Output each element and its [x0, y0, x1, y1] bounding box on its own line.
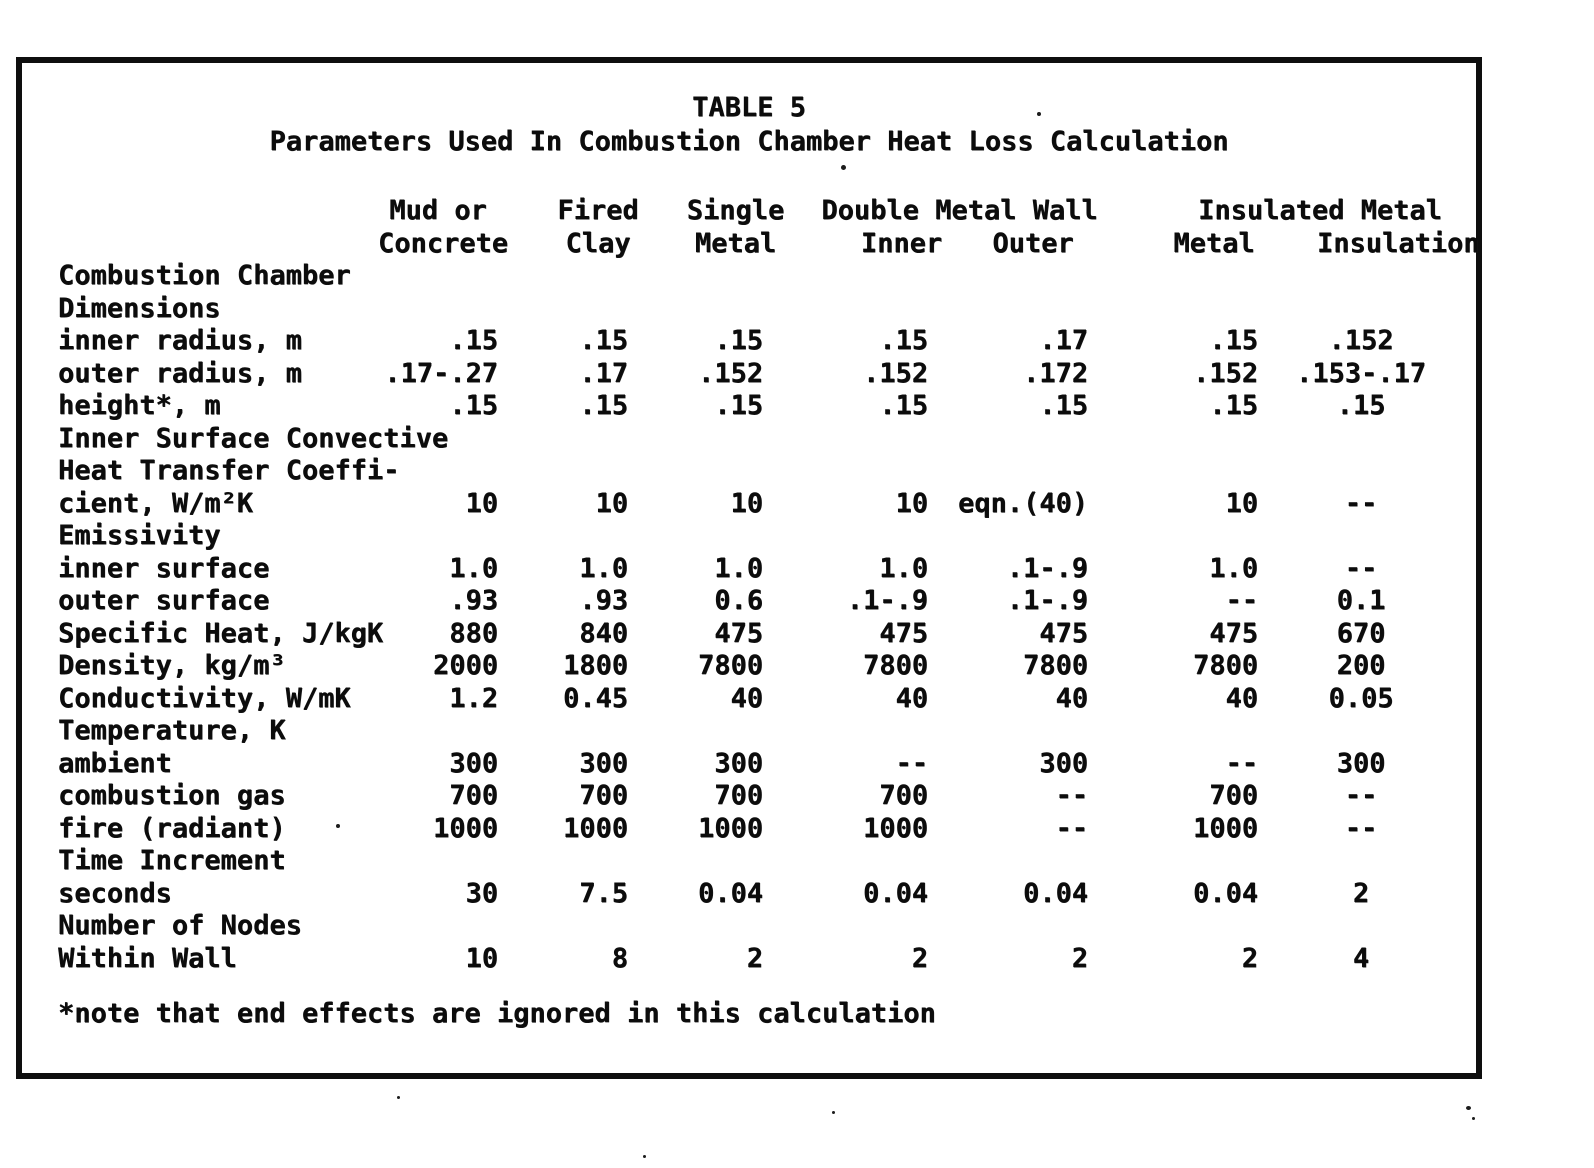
cell — [628, 845, 763, 878]
cell-text: eqn.(40) — [957, 487, 1088, 519]
table-row — [58, 780, 1414, 813]
table-row — [58, 553, 1414, 586]
col-header-single — [628, 195, 785, 228]
row-label: Heat Transfer Coeffi- — [58, 455, 400, 486]
cell — [1088, 520, 1258, 553]
cell: 40 — [895, 682, 928, 714]
cell — [928, 293, 1088, 326]
cell: .17 — [1039, 325, 1088, 356]
row-label: combustion gas — [58, 780, 286, 811]
cell — [1258, 260, 1414, 293]
scan-speck — [336, 824, 340, 828]
cell-text: .15 — [1336, 390, 1386, 421]
cell: 475 — [879, 617, 928, 649]
col-header-text: Fired — [557, 195, 639, 226]
cell — [1258, 715, 1414, 748]
col-subheader-insulation — [1258, 227, 1480, 261]
cell-text: 0.1 — [1336, 585, 1386, 616]
cell: 1000 — [697, 812, 763, 844]
cell — [1258, 845, 1414, 878]
scan-speck — [841, 165, 846, 170]
cell: -- — [1055, 780, 1088, 811]
cell: 2 — [1071, 942, 1088, 974]
cell: .152 — [697, 357, 763, 389]
cell — [1258, 650, 1414, 683]
cell — [928, 910, 1088, 943]
cell: 475 — [1039, 617, 1088, 649]
cell — [378, 520, 498, 553]
cell — [498, 715, 628, 748]
table-row — [58, 260, 1414, 293]
cell: .172 — [1022, 357, 1088, 389]
cell: 1.2 — [449, 682, 498, 714]
cell — [378, 715, 498, 748]
col-header-text: Mud or — [389, 195, 487, 226]
cell: -- — [1225, 585, 1258, 616]
cell: 7800 — [862, 650, 928, 681]
cell — [1258, 618, 1414, 651]
header-row-2 — [58, 228, 1414, 261]
row-label: Combustion Chamber — [58, 260, 351, 291]
table-row — [58, 358, 1414, 391]
cell: 700 — [449, 780, 498, 811]
col-header-text: Metal — [694, 227, 777, 259]
row-label: outer surface — [58, 585, 270, 616]
row-label: Emissivity — [58, 520, 221, 551]
cell: .15 — [449, 390, 498, 421]
cell — [498, 423, 628, 456]
col-subheader-concrete — [378, 227, 509, 261]
table-row — [58, 683, 1414, 716]
cell: 8 — [611, 942, 628, 974]
cell-text: 4 — [1352, 942, 1370, 974]
cell: 1000 — [562, 812, 628, 844]
scan-speck — [1037, 112, 1041, 116]
table-row — [58, 715, 1414, 748]
cell — [1258, 325, 1414, 358]
cell — [1258, 748, 1414, 781]
cell: 700 — [579, 780, 628, 811]
cell: 0.04 — [1022, 877, 1088, 909]
cell: .152 — [862, 357, 928, 389]
cell — [763, 260, 928, 293]
cell — [1258, 455, 1414, 488]
row-label: Temperature, K — [58, 715, 286, 746]
cell — [928, 715, 1088, 748]
row-label: Within Wall — [58, 942, 237, 974]
cell — [1258, 423, 1414, 456]
cell-text: 2 — [1352, 877, 1370, 909]
scan-speck — [397, 1096, 400, 1099]
cell-text: -- — [1344, 552, 1378, 584]
cell: 2000 — [432, 650, 498, 681]
table-row — [58, 293, 1414, 326]
cell — [1258, 813, 1414, 846]
cell — [1258, 585, 1414, 618]
cell — [498, 455, 628, 488]
cell — [763, 520, 928, 553]
row-label: Time Increment — [58, 845, 286, 876]
cell-text: 200 — [1336, 650, 1386, 681]
table-title: TABLE 5 — [692, 92, 806, 123]
cell — [1088, 260, 1258, 293]
cell — [1258, 910, 1414, 943]
cell: 1000 — [1192, 812, 1258, 844]
col-subheader-inner — [763, 227, 943, 261]
table-row — [58, 845, 1414, 878]
col-header-text: Clay — [565, 227, 631, 259]
cell — [763, 715, 928, 748]
cell: 2 — [911, 942, 928, 974]
table-row — [58, 520, 1414, 553]
cell — [928, 845, 1088, 878]
cell — [1258, 390, 1414, 423]
cell: 7.5 — [579, 877, 628, 909]
table-row — [58, 423, 1414, 456]
cell: -- — [895, 747, 928, 779]
cell: 1.0 — [714, 552, 763, 584]
cell: 7800 — [697, 650, 763, 681]
cell: 10 — [730, 487, 763, 519]
cell: 1000 — [432, 812, 498, 844]
cell: 700 — [879, 780, 928, 811]
cell: 40 — [1225, 682, 1258, 714]
cell: 40 — [730, 682, 763, 714]
cell-text: 670 — [1336, 617, 1386, 649]
cell: 1.0 — [579, 552, 628, 584]
group-header-text: Double Metal Wall — [821, 195, 1098, 226]
col-header-text: Single — [686, 195, 785, 226]
cell — [1258, 357, 1427, 391]
cell — [628, 455, 763, 488]
cell: 840 — [579, 617, 628, 649]
cell — [498, 293, 628, 326]
cell: 0.04 — [697, 877, 763, 909]
cell — [378, 845, 498, 878]
cell — [763, 845, 928, 878]
table-row — [58, 585, 1414, 618]
table-row — [58, 618, 1414, 651]
cell — [378, 910, 498, 943]
cell: 300 — [714, 747, 763, 779]
cell-text: .153-.17 — [1295, 357, 1427, 389]
cell — [1258, 488, 1414, 521]
header-spacer — [58, 195, 378, 228]
cell: 10 — [1225, 487, 1258, 519]
table-row — [58, 325, 1414, 358]
row-label: Dimensions — [58, 292, 221, 324]
table-row — [58, 910, 1414, 943]
cell — [928, 423, 1088, 456]
col-header-mud-or — [378, 195, 498, 228]
cell — [628, 260, 763, 293]
cell — [1258, 553, 1414, 586]
col-header-fired — [498, 195, 639, 228]
cell-text: 0.05 — [1328, 682, 1394, 714]
col-header-text: Inner — [860, 227, 943, 259]
row-label: Inner Surface Convective — [58, 422, 449, 454]
row-label: fire (radiant) — [58, 812, 286, 844]
cell: -- — [1055, 812, 1088, 844]
scan-speck — [1472, 1117, 1475, 1120]
scan-speck — [643, 1155, 646, 1158]
cell — [1258, 683, 1414, 716]
cell: 2 — [1241, 942, 1258, 974]
row-label: Density, kg/m³ — [58, 650, 286, 681]
cell: .15 — [879, 325, 928, 356]
header-row-1 — [58, 195, 1414, 228]
cell: 1.0 — [1209, 552, 1258, 584]
cell — [378, 293, 498, 326]
cell: 300 — [579, 747, 628, 779]
scan-speck — [832, 1111, 835, 1114]
cell — [1088, 455, 1258, 488]
row-label: Number of Nodes — [58, 910, 302, 941]
cell: 475 — [714, 617, 763, 649]
row-label: height*, m — [58, 390, 221, 421]
cell: 0.6 — [714, 585, 763, 616]
cell — [1088, 910, 1258, 943]
cell — [498, 520, 628, 553]
cell — [928, 520, 1088, 553]
table-row — [58, 748, 1414, 781]
cell — [763, 293, 928, 326]
cell: 30 — [465, 877, 498, 909]
row-label: seconds — [58, 877, 172, 909]
cell: 10 — [465, 942, 498, 974]
col-subheader-outer — [928, 228, 1088, 261]
cell: .93 — [579, 585, 628, 616]
cell — [498, 910, 628, 943]
col-header-text: Concrete — [378, 227, 509, 259]
col-subheader-metal2 — [1088, 228, 1258, 261]
row-label: Conductivity, W/mK — [58, 682, 351, 714]
cell: .15 — [1209, 325, 1258, 356]
cell — [628, 715, 763, 748]
table-body — [58, 260, 1427, 975]
cell: .1-.9 — [1006, 585, 1088, 616]
table-row — [58, 390, 1414, 423]
cell: 0.45 — [562, 682, 628, 714]
cell: .15 — [449, 325, 498, 356]
cell: .15 — [714, 325, 763, 356]
cell: .15 — [1039, 390, 1088, 421]
cell — [498, 260, 628, 293]
cell — [1258, 293, 1414, 326]
cell — [1088, 845, 1258, 878]
cell — [628, 910, 763, 943]
cell — [1258, 943, 1414, 976]
scan-speck — [1466, 1106, 1471, 1110]
row-label: ambient — [58, 747, 172, 779]
table-row — [58, 650, 1414, 683]
cell: 10 — [895, 487, 928, 519]
col-subheader-metal — [628, 227, 777, 261]
cell: .15 — [579, 325, 628, 356]
cell — [628, 423, 763, 456]
cell — [628, 293, 763, 326]
cell — [1258, 780, 1414, 813]
cell: 300 — [449, 747, 498, 779]
cell — [763, 455, 928, 488]
row-label: Specific Heat, J/kgK — [58, 617, 384, 649]
cell: 10 — [465, 487, 498, 519]
cell-text: -- — [1344, 812, 1378, 844]
row-label: cient, W/m²K — [58, 487, 254, 519]
table-row — [58, 813, 1414, 846]
title-block — [22, 63, 1476, 159]
cell-text: -- — [1344, 780, 1378, 811]
cell: .1-.9 — [846, 585, 928, 616]
cell — [1088, 293, 1258, 326]
cell — [1088, 423, 1258, 456]
col-subheader-clay — [498, 227, 631, 261]
table-subtitle: Parameters Used In Combustion Chamber Heat Loss Calculation — [269, 126, 1229, 157]
footnote: *note that end effects are ignored in this calculation — [58, 998, 936, 1029]
cell: 1.0 — [449, 552, 498, 584]
cell: 0.04 — [862, 877, 928, 909]
cell: 700 — [1209, 780, 1258, 811]
cell-text: 300 — [1336, 747, 1386, 779]
cell — [1258, 878, 1414, 911]
row-label: inner surface — [58, 552, 270, 584]
cell — [378, 260, 498, 293]
cell — [498, 845, 628, 878]
table-row — [58, 455, 1414, 488]
cell: .15 — [1209, 390, 1258, 421]
group-header-double-metal-wall — [763, 195, 1098, 228]
cell: 7800 — [1192, 650, 1258, 681]
parameters-table — [58, 195, 1480, 975]
cell: 7800 — [1022, 650, 1088, 681]
cell: 2 — [746, 942, 763, 974]
col-header-text: Outer — [992, 227, 1074, 259]
cell: .17 — [579, 357, 628, 389]
cell: .15 — [579, 390, 628, 421]
cell — [763, 910, 928, 943]
cell-text: -- — [1344, 487, 1378, 519]
cell — [928, 488, 1088, 521]
cell: -- — [1225, 747, 1258, 779]
cell: .15 — [714, 390, 763, 421]
cell: 10 — [595, 487, 628, 519]
row-label: inner radius, m — [58, 325, 302, 356]
cell: .1-.9 — [1006, 552, 1088, 584]
table-row — [58, 943, 1414, 976]
cell: 1000 — [862, 812, 928, 844]
cell: 1800 — [562, 650, 628, 681]
cell: .15 — [879, 390, 928, 421]
row-label: outer radius, m — [58, 357, 302, 389]
cell — [928, 260, 1088, 293]
table-row — [58, 878, 1414, 911]
cell: 300 — [1039, 747, 1088, 779]
table-header — [58, 195, 1480, 260]
cell: 475 — [1209, 617, 1258, 649]
cell: 40 — [1055, 682, 1088, 714]
cell: .93 — [449, 585, 498, 616]
cell: 0.04 — [1192, 877, 1258, 909]
cell: 700 — [714, 780, 763, 811]
col-header-text: Insulation — [1317, 227, 1480, 259]
table-5-box — [16, 57, 1482, 1079]
header-spacer — [58, 228, 378, 261]
cell — [628, 520, 763, 553]
group-header-text: Insulated Metal — [1198, 195, 1442, 226]
cell — [928, 455, 1088, 488]
cell: 880 — [449, 617, 498, 649]
table-row — [58, 488, 1414, 521]
cell — [1088, 715, 1258, 748]
cell: .17-.27 — [384, 357, 498, 389]
col-header-text: Metal — [1173, 227, 1255, 259]
cell — [763, 423, 928, 456]
cell: .152 — [1192, 357, 1258, 389]
group-header-insulated-metal — [1088, 195, 1442, 228]
cell: 1.0 — [879, 552, 928, 584]
cell — [1258, 520, 1414, 553]
cell-text: .152 — [1328, 325, 1394, 356]
